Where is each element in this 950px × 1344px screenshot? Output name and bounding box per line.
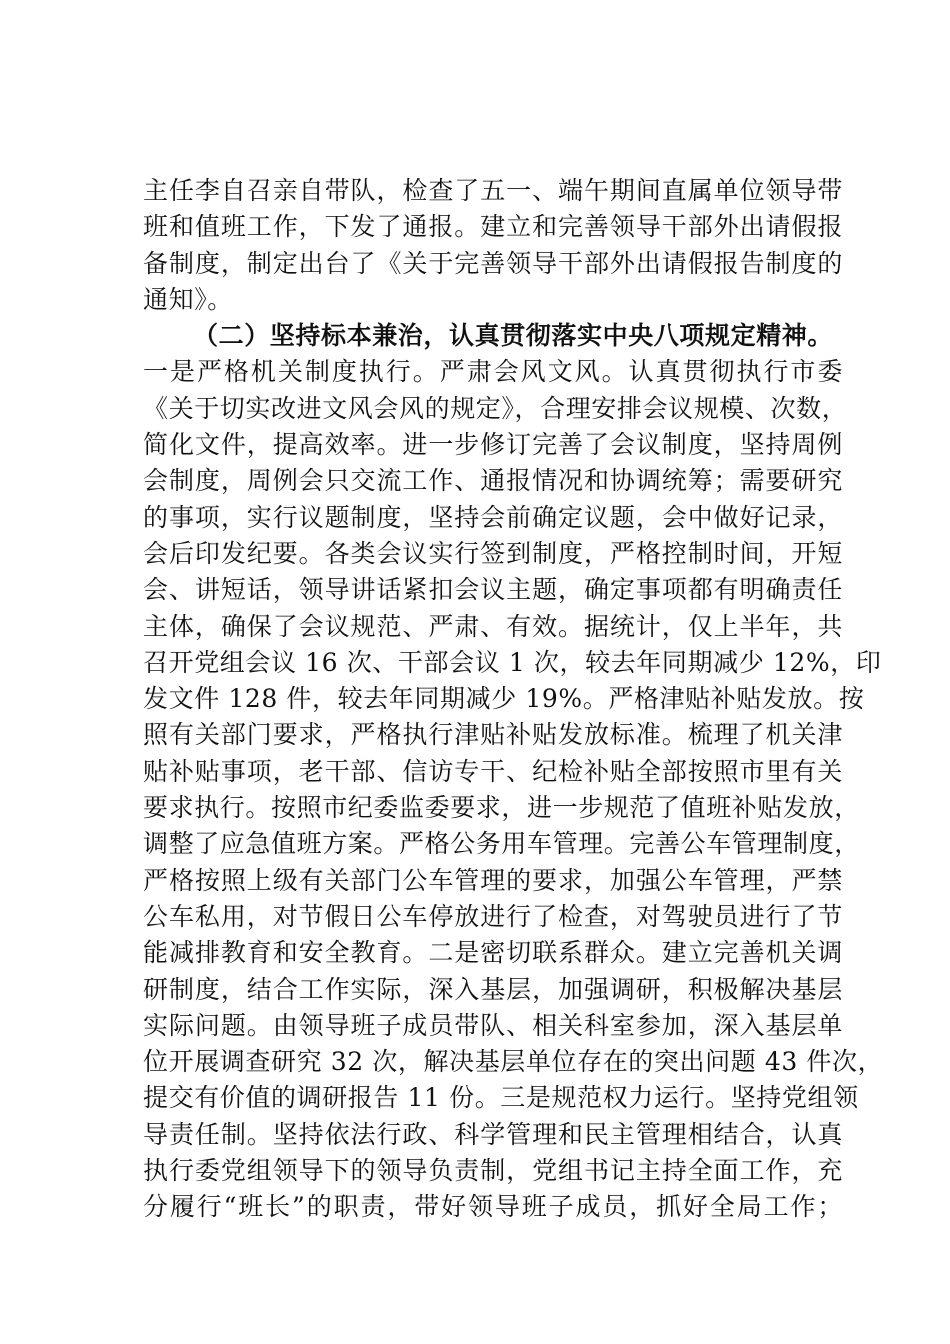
body-line: 调整了应急值班方案。严格公务用车管理。完善公车管理制度， — [143, 829, 860, 859]
body-line: 分履行“班长”的职责，带好领导班子成员，抓好全局工作； — [143, 1192, 843, 1222]
body-line: 发文件 128 件，较去年同期减少 19%。严格津贴补贴发放。按 — [143, 684, 865, 714]
body-line: 执行委党组领导下的领导负责制，党组书记主持全面工作，充 — [143, 1156, 843, 1186]
body-line: 能减排教育和安全教育。二是密切联系群众。建立完善机关调 — [143, 938, 843, 968]
body-line: 通知》。 — [143, 284, 233, 314]
body-line: 照有关部门要求，严格执行津贴补贴发放标准。梳理了机关津 — [143, 720, 843, 750]
body-line: 提交有价值的调研报告 11 份。三是规范权力运行。坚持党组领 — [143, 1083, 859, 1113]
body-line: 备制度，制定出台了《关于完善领导干部外出请假报告制度的 — [143, 248, 843, 278]
body-line: 要求执行。按照市纪委监委要求，进一步规范了值班补贴发放， — [143, 793, 860, 823]
body-line: 贴补贴事项，老干部、信访专干、纪检补贴全部按照市里有关 — [143, 756, 843, 786]
body-line: 主体，确保了会议规范、严肃、有效。据统计，仅上半年，共 — [143, 611, 843, 641]
body-line: 会后印发纪要。各类会议实行签到制度，严格控制时间，开短 — [143, 538, 843, 568]
body-line: 简化文件，提高效率。进一步修订完善了会议制度，坚持周例 — [143, 430, 843, 460]
body-line: 位开展调查研究 32 次，解决基层单位存在的突出问题 43 件次， — [143, 1047, 884, 1077]
body-line: 《关于切实改进文风会风的规定》，合理安排会议规模、次数， — [143, 393, 848, 423]
body-line: 一是严格机关制度执行。严肃会风文风。认真贯彻执行市委 — [143, 357, 843, 387]
body-line: 实际问题。由领导班子成员带队、相关科室参加，深入基层单 — [143, 1010, 843, 1040]
body-line: 导责任制。坚持依法行政、科学管理和民主管理相结合，认真 — [143, 1119, 843, 1149]
body-line: 的事项，实行议题制度，坚持会前确定议题，会中做好记录， — [143, 502, 843, 532]
document-body — [143, 173, 884, 1226]
body-line: 会制度，周例会只交流工作、通报情况和协调统筹；需要研究 — [143, 466, 843, 496]
body-line: 主任李自召亲自带队，检查了五一、端午期间直属单位领导带 — [143, 176, 843, 205]
body-line: 研制度，结合工作实际，深入基层，加强调研，积极解决基层 — [143, 974, 843, 1004]
body-line: 班和值班工作，下发了通报。建立和完善领导干部外出请假报 — [143, 212, 843, 242]
body-line: 召开党组会议 16 次、干部会议 1 次，较去年同期减少 12%，印 — [143, 647, 882, 677]
body-line: 会、讲短话，领导讲话紧扣会议主题，确定事项都有明确责任 — [143, 575, 843, 605]
section-heading: （二）坚持标本兼治，认真贯彻落实中央八项规定精神。 — [193, 321, 834, 351]
body-line: 严格按照上级有关部门公车管理的要求，加强公车管理，严禁 — [143, 865, 843, 895]
body-line: 公车私用，对节假日公车停放进行了检查，对驾驶员进行了节 — [143, 901, 843, 931]
